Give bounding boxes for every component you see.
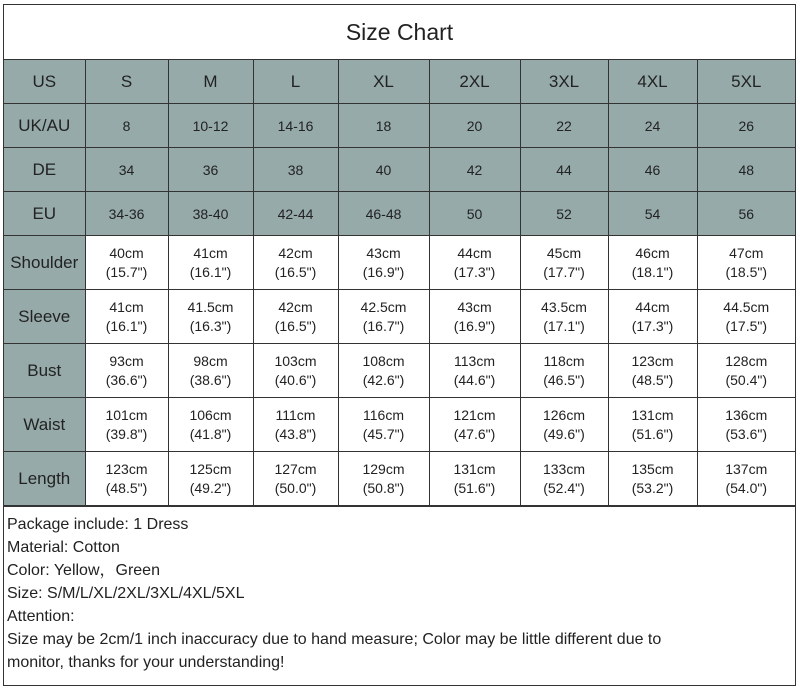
row-label: US bbox=[4, 60, 85, 104]
measure-cell bbox=[697, 290, 795, 344]
size-row-de bbox=[4, 148, 795, 192]
size-cell: 36 bbox=[168, 148, 253, 192]
cm-value: 108cm bbox=[362, 352, 405, 369]
size-cell: 24 bbox=[608, 104, 697, 148]
inch-value: (16.5") bbox=[274, 317, 317, 334]
note-line: Color: Yellow，Green bbox=[7, 562, 160, 579]
note-line: Attention: bbox=[7, 608, 75, 625]
product-notes bbox=[4, 506, 795, 674]
size-cell: 3XL bbox=[520, 60, 608, 104]
measure-cell bbox=[168, 452, 253, 506]
inch-value: (40.6") bbox=[274, 371, 317, 388]
cm-value: 135cm bbox=[631, 460, 674, 477]
size-cell: 34 bbox=[85, 148, 168, 192]
size-cell: 46-48 bbox=[338, 192, 429, 236]
inch-value: (49.2") bbox=[189, 479, 232, 496]
note-line: Size may be 2cm/1 inch inaccuracy due to hand measure; Color may be little different due to bbox=[7, 631, 662, 648]
measure-cell bbox=[85, 344, 168, 398]
size-cell: 14-16 bbox=[253, 104, 338, 148]
size-cell: 56 bbox=[697, 192, 795, 236]
size-cell: M bbox=[168, 60, 253, 104]
size-cell: 54 bbox=[608, 192, 697, 236]
size-cell: 34-36 bbox=[85, 192, 168, 236]
measure-cell bbox=[520, 236, 608, 290]
cm-value: 127cm bbox=[274, 460, 317, 477]
size-row-us bbox=[4, 60, 795, 104]
measure-cell bbox=[168, 398, 253, 452]
measure-cell bbox=[429, 398, 520, 452]
inch-value: (18.5") bbox=[725, 263, 768, 280]
size-cell: 44 bbox=[520, 148, 608, 192]
cm-value: 41cm bbox=[109, 298, 144, 315]
measure-cell bbox=[338, 290, 429, 344]
inch-value: (51.6") bbox=[631, 425, 674, 442]
size-cell: S bbox=[85, 60, 168, 104]
inch-value: (17.1") bbox=[543, 317, 585, 334]
measure-cell bbox=[85, 290, 168, 344]
size-row-uk-au bbox=[4, 104, 795, 148]
measure-cell bbox=[429, 290, 520, 344]
cm-value: 98cm bbox=[193, 352, 228, 369]
row-label: Shoulder bbox=[4, 236, 85, 290]
cm-value: 44cm bbox=[635, 298, 670, 315]
size-table-body bbox=[4, 60, 795, 506]
measure-cell bbox=[85, 398, 168, 452]
row-label: Waist bbox=[4, 398, 85, 452]
measure-row-sleeve bbox=[4, 290, 795, 344]
measure-cell bbox=[85, 452, 168, 506]
size-chart bbox=[3, 4, 796, 686]
chart-title: Size Chart bbox=[4, 5, 795, 60]
size-table bbox=[4, 60, 795, 506]
inch-value: (16.9") bbox=[362, 263, 405, 280]
measure-cell bbox=[168, 344, 253, 398]
measure-cell bbox=[338, 398, 429, 452]
inch-value: (15.7") bbox=[105, 263, 148, 280]
cm-value: 131cm bbox=[631, 406, 674, 423]
size-cell: 42 bbox=[429, 148, 520, 192]
cm-value: 42cm bbox=[278, 298, 313, 315]
size-cell: 38 bbox=[253, 148, 338, 192]
inch-value: (17.7") bbox=[543, 263, 585, 280]
cm-value: 41cm bbox=[193, 244, 228, 261]
inch-value: (16.9") bbox=[453, 317, 496, 334]
measure-row-waist bbox=[4, 398, 795, 452]
row-label: Sleeve bbox=[4, 290, 85, 344]
inch-value: (47.6") bbox=[453, 425, 496, 442]
cm-value: 126cm bbox=[542, 406, 586, 423]
inch-value: (51.6") bbox=[453, 479, 496, 496]
inch-value: (36.6") bbox=[105, 371, 148, 388]
inch-value: (45.7") bbox=[362, 425, 405, 442]
measure-cell bbox=[338, 344, 429, 398]
measure-cell bbox=[253, 290, 338, 344]
size-cell: 22 bbox=[520, 104, 608, 148]
measure-cell bbox=[168, 290, 253, 344]
size-cell: 52 bbox=[520, 192, 608, 236]
cm-value: 43.5cm bbox=[541, 298, 587, 315]
note-line: Material: Cotton bbox=[7, 539, 120, 556]
inch-value: (50.4") bbox=[725, 371, 768, 388]
note-line: Package include: 1 Dress bbox=[7, 516, 189, 533]
inch-value: (53.6") bbox=[725, 425, 768, 442]
row-label: UK/AU bbox=[4, 104, 85, 148]
size-cell: 2XL bbox=[429, 60, 520, 104]
inch-value: (50.0") bbox=[274, 479, 317, 496]
cm-value: 42cm bbox=[278, 244, 313, 261]
size-cell: XL bbox=[338, 60, 429, 104]
cm-value: 106cm bbox=[189, 406, 232, 423]
inch-value: (38.6") bbox=[189, 371, 232, 388]
size-cell: 38-40 bbox=[168, 192, 253, 236]
note-line: Size: S/M/L/XL/2XL/3XL/4XL/5XL bbox=[7, 585, 245, 602]
measure-cell bbox=[697, 452, 795, 506]
inch-value: (48.5") bbox=[631, 371, 674, 388]
measure-cell bbox=[168, 236, 253, 290]
cm-value: 123cm bbox=[631, 352, 674, 369]
measure-cell bbox=[697, 344, 795, 398]
measure-cell bbox=[253, 398, 338, 452]
cm-value: 129cm bbox=[362, 460, 405, 477]
inch-value: (16.1") bbox=[189, 263, 232, 280]
cm-value: 133cm bbox=[542, 460, 586, 477]
cm-value: 42.5cm bbox=[360, 298, 407, 315]
measure-cell bbox=[429, 344, 520, 398]
size-cell: 40 bbox=[338, 148, 429, 192]
inch-value: (49.6") bbox=[543, 425, 585, 442]
cm-value: 47cm bbox=[729, 244, 764, 261]
inch-value: (52.4") bbox=[543, 479, 585, 496]
cm-value: 136cm bbox=[725, 406, 768, 423]
cm-value: 137cm bbox=[725, 460, 768, 477]
inch-value: (42.6") bbox=[362, 371, 405, 388]
size-cell: 5XL bbox=[697, 60, 795, 104]
inch-value: (54.0") bbox=[725, 479, 768, 496]
measure-cell bbox=[253, 452, 338, 506]
inch-value: (48.5") bbox=[105, 479, 148, 496]
measure-cell bbox=[520, 398, 608, 452]
cm-value: 128cm bbox=[725, 352, 768, 369]
cm-value: 118cm bbox=[543, 352, 585, 369]
size-cell: 20 bbox=[429, 104, 520, 148]
measure-cell bbox=[520, 290, 608, 344]
cm-value: 131cm bbox=[453, 460, 496, 477]
row-label: Length bbox=[4, 452, 85, 506]
cm-value: 113cm bbox=[454, 352, 495, 369]
size-cell: 8 bbox=[85, 104, 168, 148]
measure-cell bbox=[608, 452, 697, 506]
measure-cell bbox=[338, 236, 429, 290]
inch-value: (53.2") bbox=[631, 479, 674, 496]
inch-value: (17.3") bbox=[631, 317, 674, 334]
cm-value: 101cm bbox=[105, 406, 148, 423]
inch-value: (16.5") bbox=[274, 263, 317, 280]
measure-cell bbox=[520, 452, 608, 506]
cm-value: 43cm bbox=[366, 244, 401, 261]
size-cell: 26 bbox=[697, 104, 795, 148]
cm-value: 43cm bbox=[457, 298, 492, 315]
inch-value: (16.1") bbox=[105, 317, 148, 334]
inch-value: (17.5") bbox=[725, 317, 768, 334]
row-label: EU bbox=[4, 192, 85, 236]
measure-row-shoulder bbox=[4, 236, 795, 290]
inch-value: (16.7") bbox=[362, 317, 405, 334]
inch-value: (46.5") bbox=[543, 371, 585, 388]
inch-value: (39.8") bbox=[105, 425, 148, 442]
inch-value: (18.1") bbox=[631, 263, 674, 280]
size-cell: 4XL bbox=[608, 60, 697, 104]
cm-value: 111cm bbox=[275, 406, 316, 423]
size-cell: 42-44 bbox=[253, 192, 338, 236]
cm-value: 121cm bbox=[453, 406, 496, 423]
cm-value: 40cm bbox=[109, 244, 144, 261]
inch-value: (16.3") bbox=[189, 317, 232, 334]
measure-cell bbox=[608, 344, 697, 398]
size-cell: 10-12 bbox=[168, 104, 253, 148]
cm-value: 116cm bbox=[363, 406, 404, 423]
measure-cell bbox=[520, 344, 608, 398]
measure-cell bbox=[429, 236, 520, 290]
size-cell: 50 bbox=[429, 192, 520, 236]
size-cell: 48 bbox=[697, 148, 795, 192]
measure-cell bbox=[253, 236, 338, 290]
cm-value: 125cm bbox=[189, 460, 232, 477]
measure-cell bbox=[608, 236, 697, 290]
note-line: monitor, thanks for your understanding! bbox=[7, 654, 285, 671]
size-cell: L bbox=[253, 60, 338, 104]
measure-cell bbox=[697, 236, 795, 290]
cm-value: 93cm bbox=[109, 352, 144, 369]
row-label: DE bbox=[4, 148, 85, 192]
cm-value: 46cm bbox=[635, 244, 670, 261]
measure-row-length bbox=[4, 452, 795, 506]
cm-value: 44.5cm bbox=[723, 298, 770, 315]
size-row-eu bbox=[4, 192, 795, 236]
inch-value: (50.8") bbox=[362, 479, 405, 496]
measure-cell bbox=[253, 344, 338, 398]
measure-cell bbox=[608, 398, 697, 452]
inch-value: (41.8") bbox=[189, 425, 232, 442]
inch-value: (44.6") bbox=[453, 371, 496, 388]
row-label: Bust bbox=[4, 344, 85, 398]
inch-value: (17.3") bbox=[453, 263, 496, 280]
measure-row-bust bbox=[4, 344, 795, 398]
cm-value: 123cm bbox=[105, 460, 148, 477]
size-cell: 18 bbox=[338, 104, 429, 148]
cm-value: 44cm bbox=[457, 244, 492, 261]
measure-cell bbox=[338, 452, 429, 506]
measure-cell bbox=[429, 452, 520, 506]
cm-value: 41.5cm bbox=[187, 298, 234, 315]
measure-cell bbox=[85, 236, 168, 290]
cm-value: 45cm bbox=[546, 244, 582, 261]
size-cell: 46 bbox=[608, 148, 697, 192]
measure-cell bbox=[697, 398, 795, 452]
cm-value: 103cm bbox=[274, 352, 317, 369]
measure-cell bbox=[608, 290, 697, 344]
inch-value: (43.8") bbox=[274, 425, 317, 442]
